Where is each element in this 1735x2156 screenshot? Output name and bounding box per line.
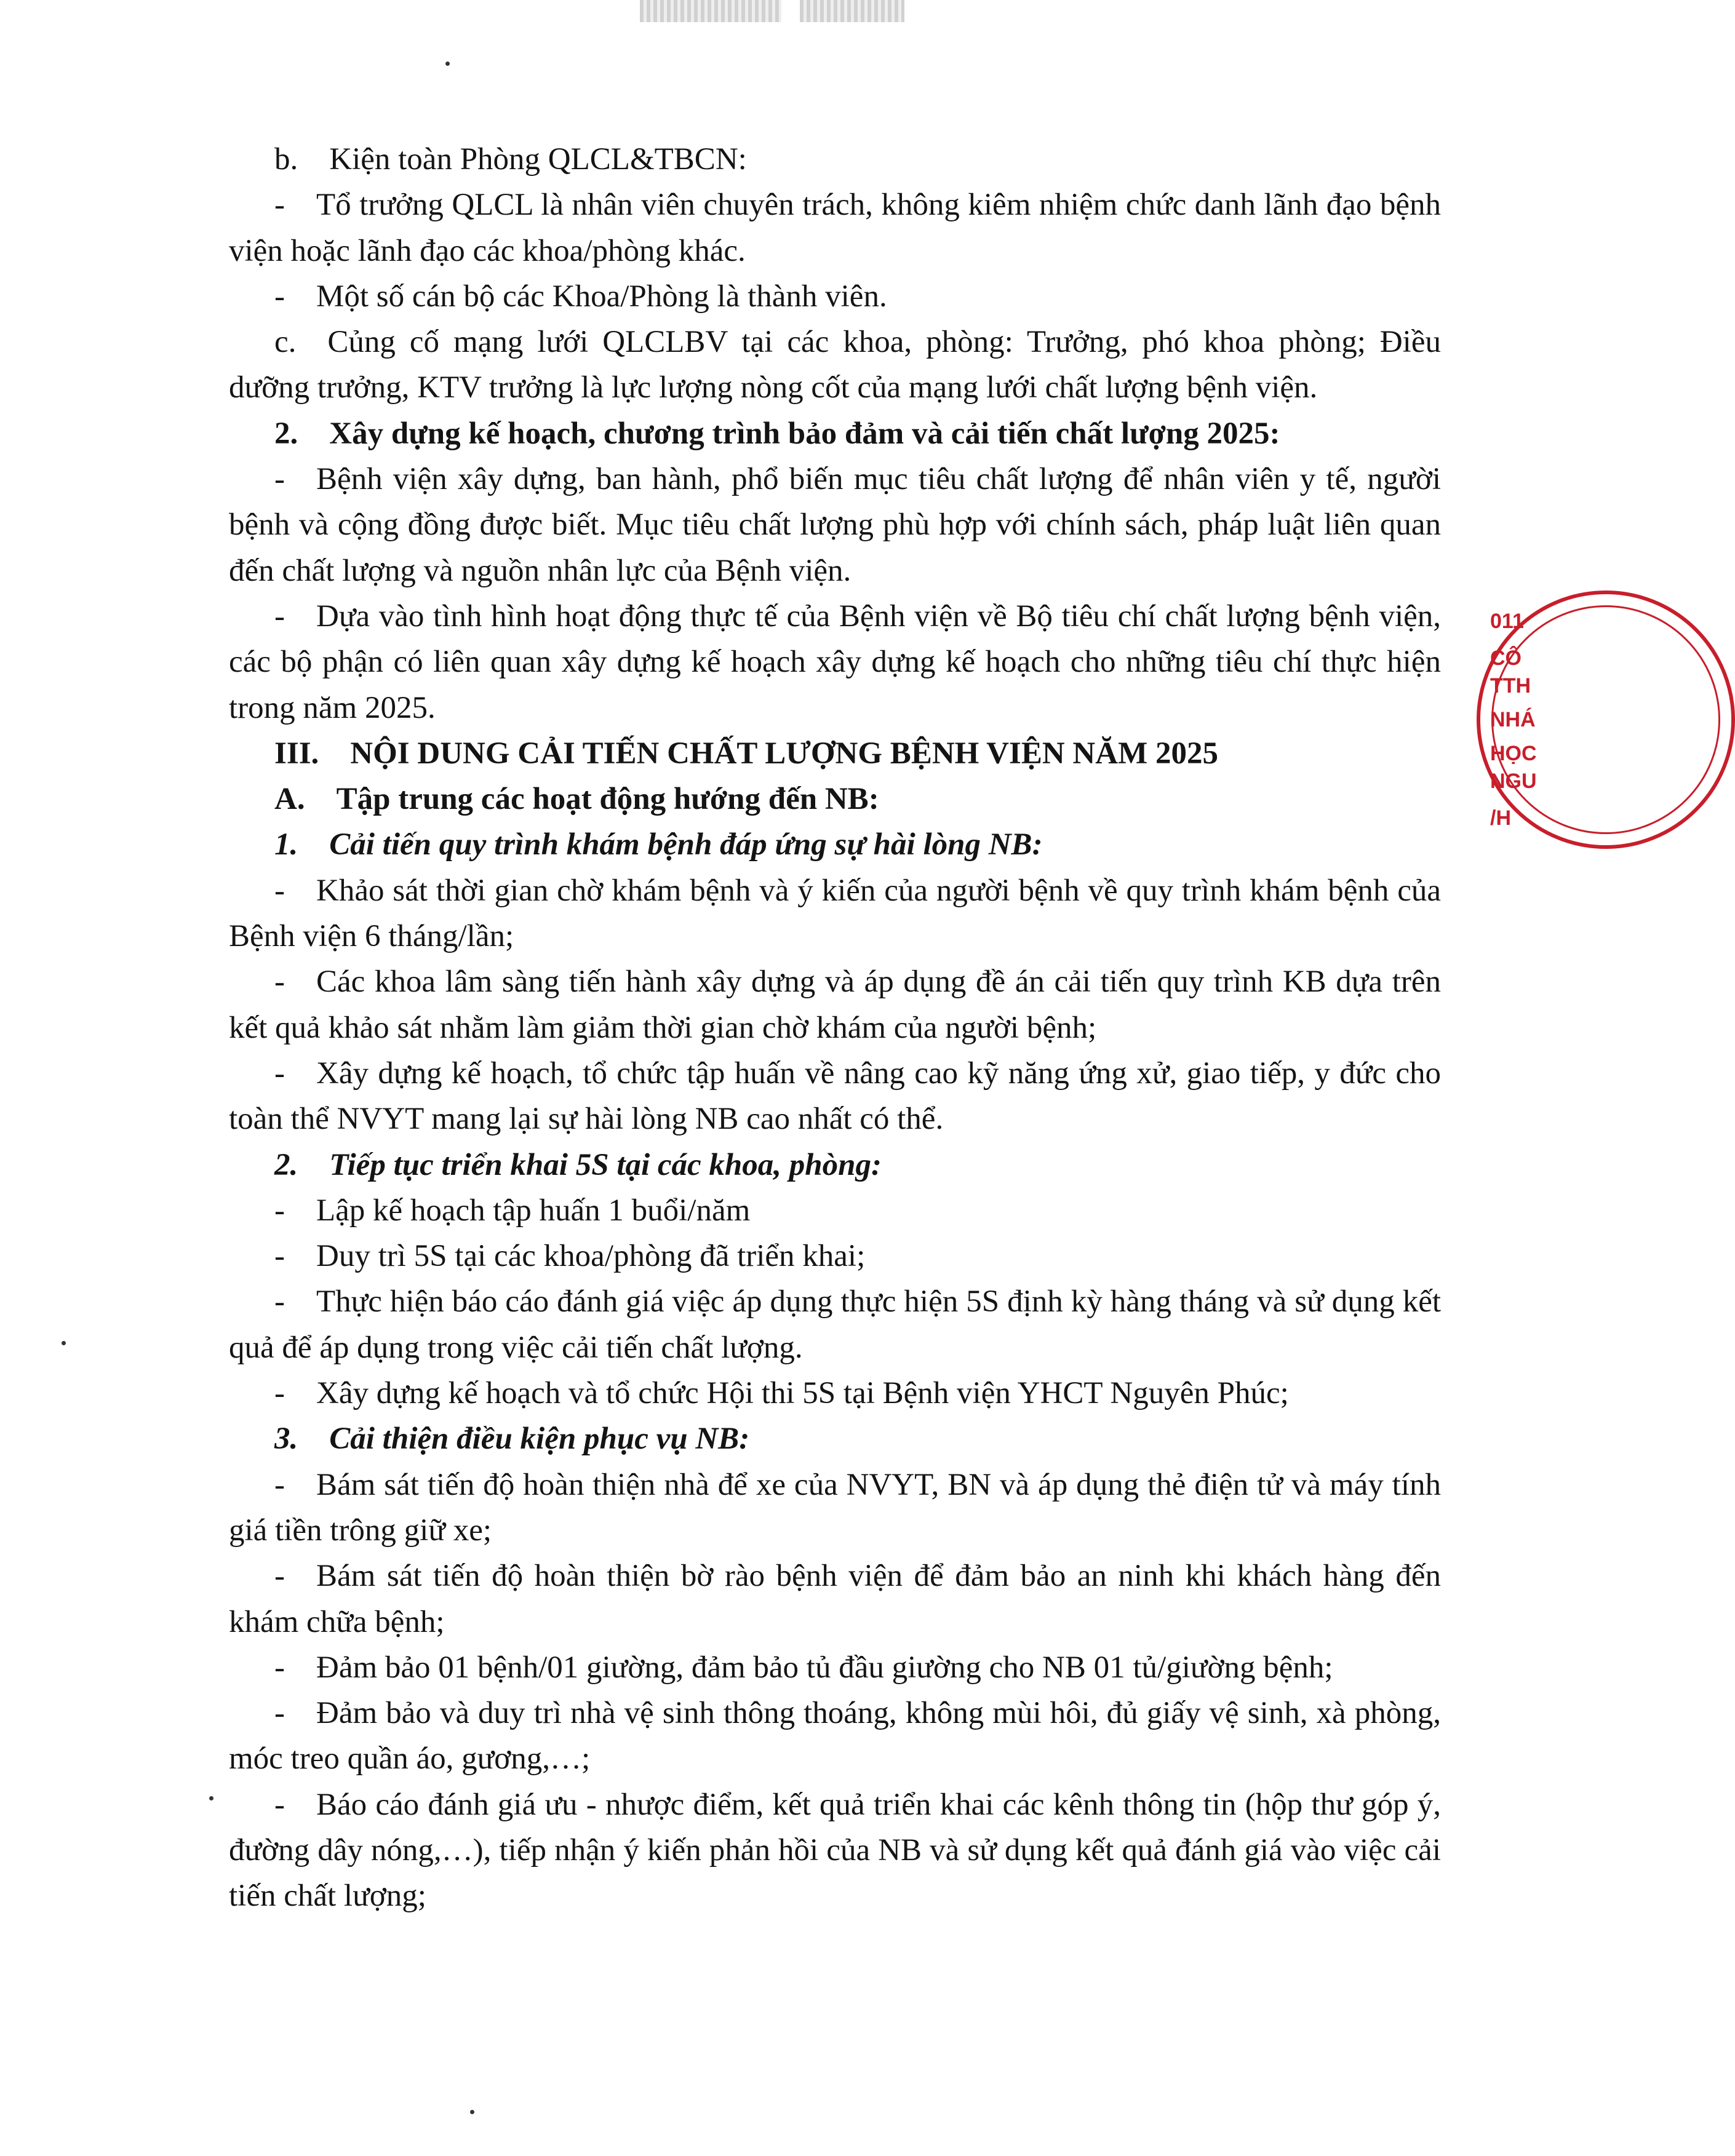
- scan-speck: [209, 1796, 213, 1800]
- body-paragraph: - Thực hiện báo cáo đánh giá việc áp dụng thực hiện 5S định kỳ hàng tháng và sử dụng kết quả để áp dụng trong việc cải tiến chất lượng.: [229, 1284, 1441, 1365]
- scan-artifact: [640, 0, 781, 22]
- stamp-text: NGU: [1490, 770, 1537, 793]
- scan-artifact: [800, 0, 904, 22]
- body-paragraph: b. Kiện toàn Phòng QLCL&TBCN:: [274, 142, 747, 177]
- section-heading: 3. Cải thiện điều kiện phục vụ NB:: [274, 1422, 750, 1457]
- body-paragraph: - Khảo sát thời gian chờ khám bệnh và ý kiến của người bệnh về quy trình khám bệnh của Bệnh viện 6 tháng/lần;: [229, 873, 1441, 954]
- stamp-text: NHÁ: [1490, 708, 1536, 731]
- body-paragraph: - Tổ trưởng QLCL là nhân viên chuyên trách, không kiêm nhiệm chức danh lãnh đạo bệnh viện hoặc lãnh đạo các khoa/phòng khác.: [229, 188, 1441, 268]
- stamp-text: HỌC: [1490, 742, 1537, 765]
- stamp-text: TTH: [1490, 674, 1531, 698]
- stamp-text: 011: [1490, 610, 1524, 633]
- document-body: [229, 137, 1441, 1919]
- body-paragraph: c. Củng cố mạng lưới QLCLBV tại các khoa, phòng: Trưởng, phó khoa phòng; Điều dưỡng trưởng, KTV trưởng là lực lượng nòng cốt của mạng lưới chất lượng bệnh viện.: [229, 325, 1441, 405]
- body-paragraph: - Báo cáo đánh giá ưu - nhược điểm, kết quả triển khai các kênh thông tin (hộp thư góp ý, đường dây nóng,…), tiếp nhận ý kiến phản hồi của NB và sử dụng kết quả đánh giá vào việc cải tiến chất lượng;: [229, 1787, 1441, 1914]
- body-paragraph: - Đảm bảo và duy trì nhà vệ sinh thông thoáng, không mùi hôi, đủ giấy vệ sinh, xà phòng, móc treo quần áo, gương,…;: [229, 1696, 1441, 1776]
- section-heading: III. NỘI DUNG CẢI TIẾN CHẤT LƯỢNG BỆNH VIỆN NĂM 2025: [274, 736, 1218, 771]
- body-paragraph: - Bệnh viện xây dựng, ban hành, phổ biến mục tiêu chất lượng để nhân viên y tế, người bệnh và cộng đồng được biết. Mục tiêu chất lượng phù hợp với chính sách, pháp luật liên quan đến chất lượng và nguồn nhân lực của Bệnh viện.: [229, 462, 1441, 588]
- scan-speck: [470, 2110, 474, 2114]
- stamp-text: /H: [1490, 806, 1511, 830]
- body-paragraph: - Duy trì 5S tại các khoa/phòng đã triển khai;: [274, 1239, 866, 1274]
- body-paragraph: - Các khoa lâm sàng tiến hành xây dựng và áp dụng đề án cải tiến quy trình KB dựa trên kết quả khảo sát nhằm làm giảm thời gian chờ khám của người bệnh;: [229, 965, 1441, 1045]
- body-paragraph: - Lập kế hoạch tập huấn 1 buổi/năm: [274, 1193, 751, 1228]
- stamp-text: CÔ: [1490, 646, 1522, 670]
- body-paragraph: - Bám sát tiến độ hoàn thiện nhà để xe của NVYT, BN và áp dụng thẻ điện tử và máy tính giá tiền trông giữ xe;: [229, 1467, 1441, 1548]
- section-heading: 2. Xây dựng kế hoạch, chương trình bảo đảm và cải tiến chất lượng 2025:: [274, 416, 1280, 451]
- red-seal-stamp: [1464, 584, 1587, 855]
- body-paragraph: - Dựa vào tình hình hoạt động thực tế của Bệnh viện về Bộ tiêu chí chất lượng bệnh viện, các bộ phận có liên quan xây dựng kế hoạch xây dựng kế hoạch cho những tiêu chí thực hiện trong năm 2025.: [229, 599, 1441, 725]
- body-paragraph: - Xây dựng kế hoạch và tổ chức Hội thi 5S tại Bệnh viện YHCT Nguyên Phúc;: [274, 1376, 1289, 1411]
- scan-speck: [445, 62, 450, 66]
- body-paragraph: - Bám sát tiến độ hoàn thiện bờ rào bệnh viện để đảm bảo an ninh khi khách hàng đến khám chữa bệnh;: [229, 1559, 1441, 1639]
- section-heading: 2. Tiếp tục triển khai 5S tại các khoa, phòng:: [274, 1147, 882, 1182]
- section-heading: 1. Cải tiến quy trình khám bệnh đáp ứng sự hài lòng NB:: [274, 827, 1043, 862]
- scan-speck: [62, 1341, 66, 1345]
- body-paragraph: - Đảm bảo 01 bệnh/01 giường, đảm bảo tủ đầu giường cho NB 01 tủ/giường bệnh;: [274, 1650, 1333, 1685]
- body-paragraph: - Một số cán bộ các Khoa/Phòng là thành viên.: [274, 279, 887, 314]
- body-paragraph: - Xây dựng kế hoạch, tổ chức tập huấn về nâng cao kỹ năng ứng xử, giao tiếp, y đức cho toàn thể NVYT mang lại sự hài lòng NB cao nhất có thể.: [229, 1056, 1441, 1137]
- section-heading: A. Tập trung các hoạt động hướng đến NB:: [274, 782, 879, 817]
